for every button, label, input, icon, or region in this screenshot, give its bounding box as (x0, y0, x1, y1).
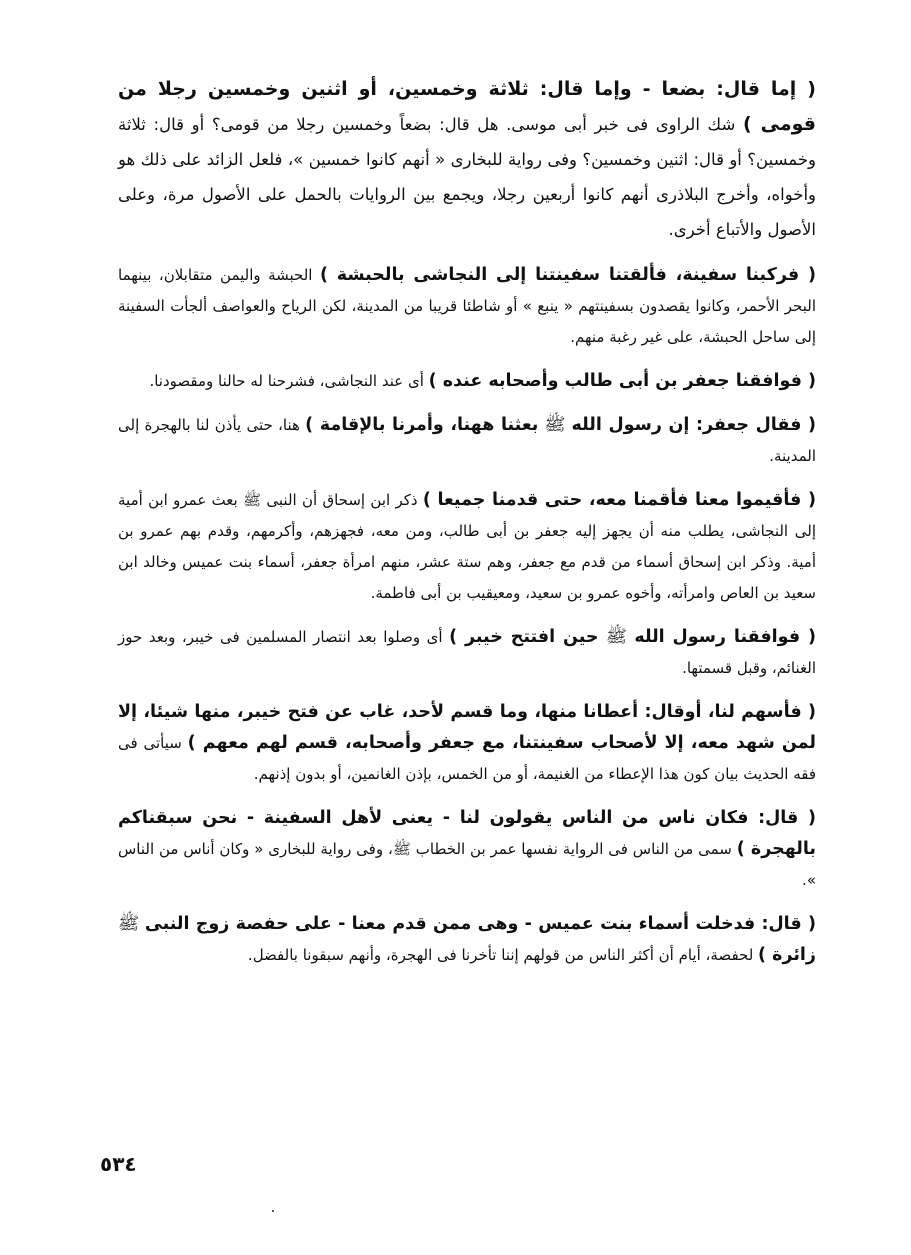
hadith-quote: ( فأقيموا معنا فأقمنا معه، حتى قدمنا جميعا ) (422, 490, 816, 510)
commentary-text: سيأتى فى فقه الحديث بيان كون هذا الإعطاء من الغنيمة، أو من الخمس، بإذن الغانمين، أو بدون إذنهم. (118, 734, 816, 783)
paragraph-4 (118, 410, 816, 472)
paragraph-8 (118, 803, 816, 896)
hadith-quote: ( فركبنا سفينة، فألقتنا سفينتنا إلى النجاشى بالحبشة ) (319, 265, 816, 285)
honorific-glyph: ﷺ (118, 914, 145, 934)
commentary-text: لحفصة، أيام أن أكثر الناس من قولهم إننا تأخرنا فى الهجرة، وأنهم سبقونا بالفضل. (247, 946, 759, 964)
hadith-quote: ( قال: فدخلت أسماء بنت عميس - وهى ممن قدم معنا - على حفصة زوج النبى (144, 914, 816, 934)
hadith-quote-continued: بعثنا ههنا، وأمرنا بالإقامة ) (305, 415, 539, 435)
commentary-text: أى عند النجاشى، فشرحنا له حالنا ومقصودنا. (149, 372, 429, 390)
paragraph-9 (118, 909, 816, 971)
hadith-quote: ( إما قال: بضعا - وإما قال: ثلاثة وخمسين، أو اثنين وخمسين رجلا من قومى ) (118, 78, 816, 135)
hadith-quote: ( فوافقنا رسول الله (634, 627, 816, 647)
paragraph-3 (118, 366, 816, 397)
commentary-text: الحبشة واليمن متقابلان، بينهما البحر الأحمر، وكانوا يقصدون بسفينتهم « ينبع » أو شاطئا قريبا من المدينة، لكن الرياح والعواصف ألجأت السفينة إلى ساحل الحبشة، على غير رغبة منهم. (118, 266, 816, 346)
commentary-text: أى وصلوا بعد انتصار المسلمين فى خيبر، وبعد حوز الغنائم، وقبل قسمتها. (118, 628, 816, 677)
commentary-text: ذكر ابن إسحاق أن النبى ﷺ بعث عمرو ابن أمية إلى النجاشى، يطلب منه أن يجهز إليه جعفر بن أبى طالب، ومن معه، فجهزهم، وأكرمهم، وقدم بهم عمرو بن أمية. وذكر ابن إسحاق أسماء من قدم مع جعفر، وهم ستة عشر، منهم امرأة جعفر، أسماء بنت عميس وخالد ابن سعيد بن العاص وامرأته، وأخوه عمرو بن سعيد، ومعيقيب بن أبى فاطمة. (118, 491, 816, 602)
paragraph-1 (118, 72, 816, 247)
hadith-quote-continued: زائرة ) (758, 945, 816, 965)
hadith-quote: ( فقال جعفر: إن رسول الله (571, 415, 816, 435)
paragraph-7 (118, 697, 816, 790)
hadith-quote: ( فوافقنا جعفر بن أبى طالب وأصحابه عنده ) (428, 371, 816, 391)
paragraph-6 (118, 622, 816, 684)
hadith-quote: ( فأسهم لنا، أوقال: أعطانا منها، وما قسم لأحد، غاب عن فتح خيبر، منها شيئا، إلا لمن شهد معه، إلا لأصحاب سفينتنا، مع جعفر وأصحابه، قسم لهم معهم ) (118, 702, 816, 753)
commentary-text: شك الراوى فى خبر أبى موسى. هل قال: بضعاً وخمسين رجلا من قومى؟ أو قال: ثلاثة وخمسين؟ أو قال: اثنين وخمسين؟ وفى رواية للبخارى « أنهم كانوا خمسين »، فلعل الزائد على ذلك هو وأخواه، وأخرج البلاذرى أنهم كانوا أربعين رجلا، ويجمع بين الروايات بالحمل على الأصول مرة، وعلى الأصول والأتباع أخرى. (118, 115, 816, 239)
honorific-glyph: ﷺ (538, 415, 572, 435)
scan-speck (272, 1210, 274, 1212)
commentary-text: هنا، حتى يأذن لنا بالهجرة إلى المدينة. (118, 416, 816, 465)
hadith-quote: ( قال: فكان ناس من الناس يقولون لنا - يعنى لأهل السفينة - نحن سبقناكم بالهجرة ) (118, 808, 816, 859)
honorific-glyph: ﷺ (598, 627, 635, 647)
paragraph-2 (118, 260, 816, 353)
commentary-text: سمى من الناس فى الرواية نفسها عمر بن الخطاب ﷺ، وفى رواية للبخارى « وكان أناس من الناس ». (118, 840, 816, 889)
hadith-quote-continued: حين افتتح خيبر ) (449, 627, 599, 647)
paragraph-5 (118, 485, 816, 609)
page-number: ٥٣٤ (100, 1152, 137, 1176)
